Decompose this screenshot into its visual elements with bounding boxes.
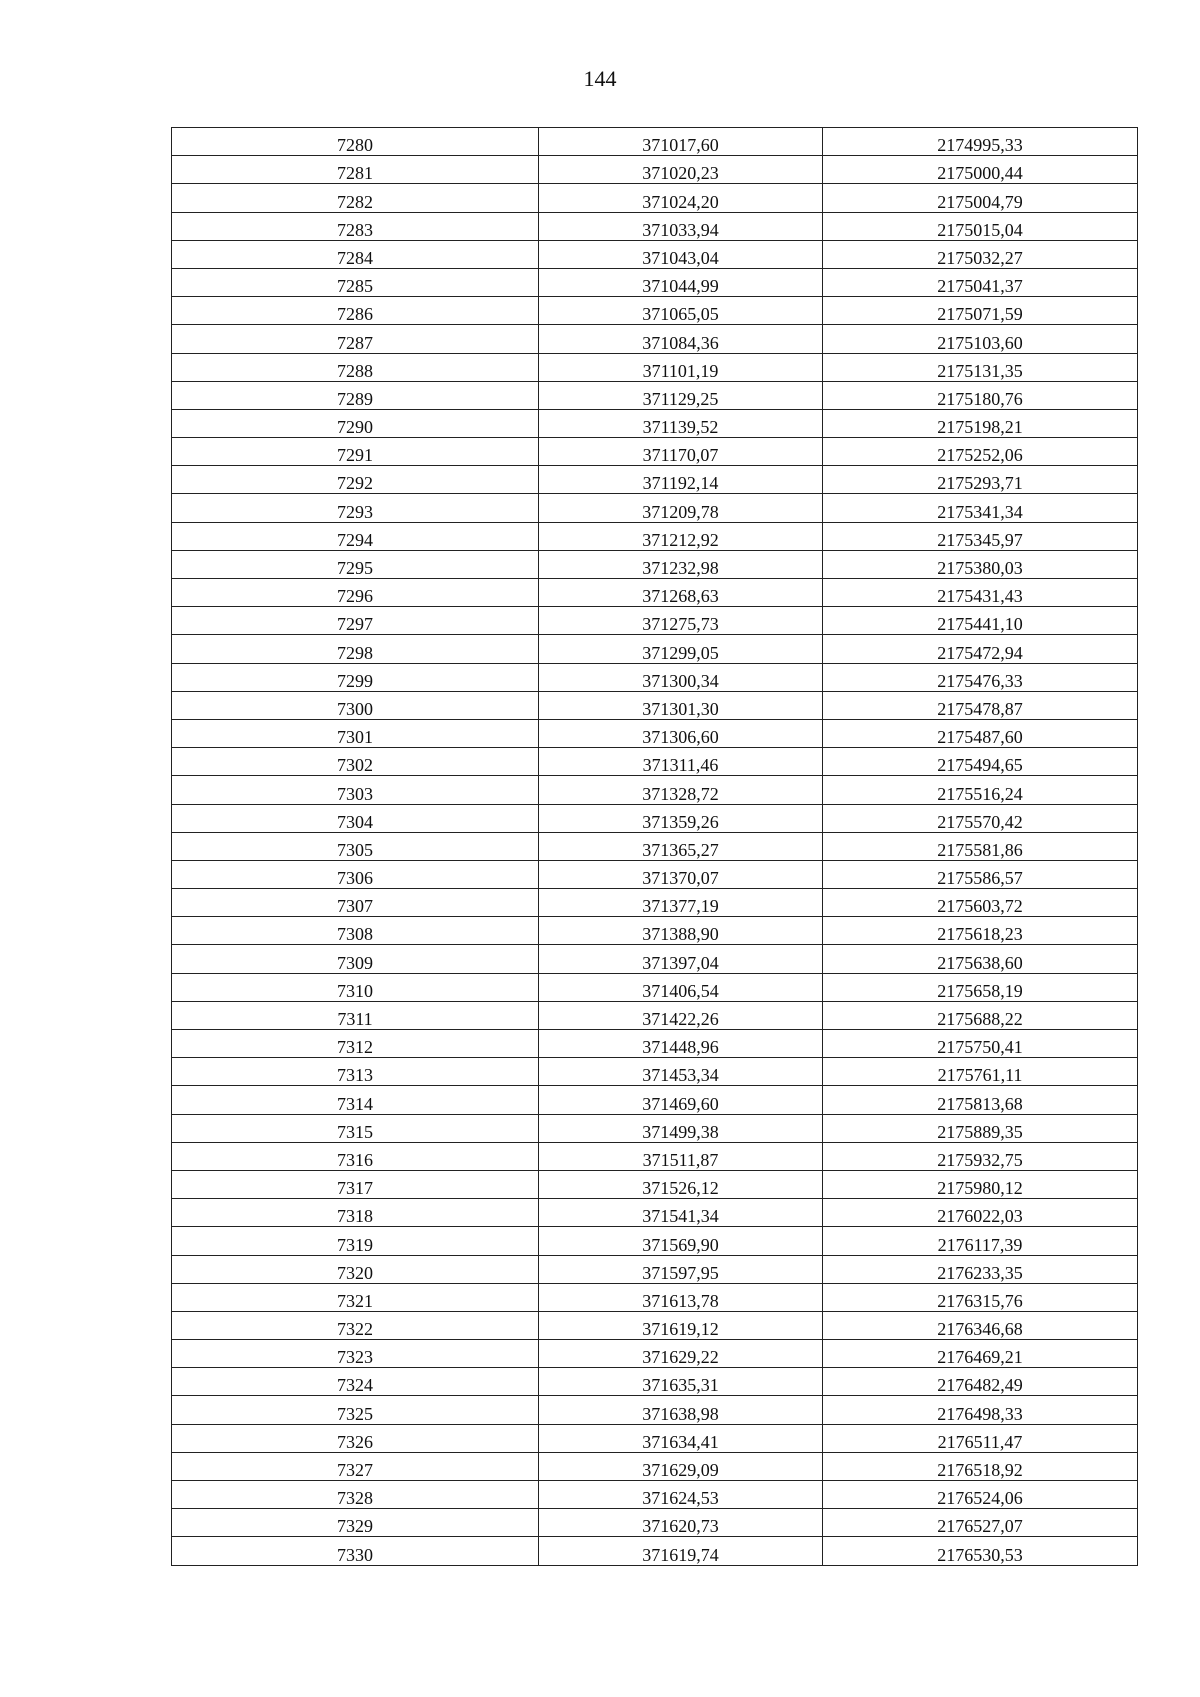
point-number-cell: 7300 <box>172 691 539 719</box>
x-coordinate-cell: 371469,60 <box>539 1086 823 1114</box>
table-row <box>172 635 1138 663</box>
point-number-cell: 7282 <box>172 184 539 212</box>
y-coordinate-cell: 2175198,21 <box>823 409 1138 437</box>
table-row <box>172 748 1138 776</box>
point-number-cell: 7311 <box>172 1001 539 1029</box>
point-number-cell: 7325 <box>172 1396 539 1424</box>
x-coordinate-cell: 371232,98 <box>539 550 823 578</box>
x-coordinate-cell: 371024,20 <box>539 184 823 212</box>
point-number-cell: 7293 <box>172 494 539 522</box>
coordinates-table <box>171 127 1138 1566</box>
y-coordinate-cell: 2175131,35 <box>823 353 1138 381</box>
page-number: 144 <box>583 66 617 91</box>
table-row <box>172 691 1138 719</box>
table-row <box>172 240 1138 268</box>
x-coordinate-cell: 371306,60 <box>539 719 823 747</box>
table-row <box>172 1537 1138 1565</box>
x-coordinate-cell: 371635,31 <box>539 1368 823 1396</box>
y-coordinate-cell: 2176511,47 <box>823 1424 1138 1452</box>
x-coordinate-cell: 371597,95 <box>539 1255 823 1283</box>
table-row <box>172 353 1138 381</box>
y-coordinate-cell: 2175032,27 <box>823 240 1138 268</box>
point-number-cell: 7297 <box>172 607 539 635</box>
point-number-cell: 7280 <box>172 128 539 156</box>
x-coordinate-cell: 371044,99 <box>539 268 823 296</box>
table-row <box>172 945 1138 973</box>
x-coordinate-cell: 371370,07 <box>539 860 823 888</box>
y-coordinate-cell: 2175581,86 <box>823 832 1138 860</box>
table-row <box>172 1114 1138 1142</box>
point-number-cell: 7296 <box>172 579 539 607</box>
point-number-cell: 7295 <box>172 550 539 578</box>
y-coordinate-cell: 2176482,49 <box>823 1368 1138 1396</box>
table-row <box>172 1142 1138 1170</box>
table-row <box>172 1340 1138 1368</box>
table-row <box>172 1509 1138 1537</box>
y-coordinate-cell: 2175618,23 <box>823 917 1138 945</box>
table-row <box>172 184 1138 212</box>
y-coordinate-cell: 2175472,94 <box>823 635 1138 663</box>
table-row <box>172 381 1138 409</box>
coordinates-table-body <box>172 128 1138 1566</box>
table-row <box>172 1058 1138 1086</box>
table-row <box>172 1311 1138 1339</box>
point-number-cell: 7303 <box>172 776 539 804</box>
y-coordinate-cell: 2175658,19 <box>823 973 1138 1001</box>
y-coordinate-cell: 2175494,65 <box>823 748 1138 776</box>
y-coordinate-cell: 2175638,60 <box>823 945 1138 973</box>
point-number-cell: 7289 <box>172 381 539 409</box>
point-number-cell: 7314 <box>172 1086 539 1114</box>
table-row <box>172 212 1138 240</box>
point-number-cell: 7309 <box>172 945 539 973</box>
point-number-cell: 7313 <box>172 1058 539 1086</box>
x-coordinate-cell: 371268,63 <box>539 579 823 607</box>
x-coordinate-cell: 371212,92 <box>539 522 823 550</box>
table-row <box>172 409 1138 437</box>
y-coordinate-cell: 2175570,42 <box>823 804 1138 832</box>
point-number-cell: 7312 <box>172 1030 539 1058</box>
table-row <box>172 268 1138 296</box>
point-number-cell: 7322 <box>172 1311 539 1339</box>
x-coordinate-cell: 371359,26 <box>539 804 823 832</box>
y-coordinate-cell: 2175813,68 <box>823 1086 1138 1114</box>
point-number-cell: 7327 <box>172 1452 539 1480</box>
point-number-cell: 7317 <box>172 1170 539 1198</box>
y-coordinate-cell: 2176498,33 <box>823 1396 1138 1424</box>
table-row <box>172 1001 1138 1029</box>
table-row <box>172 550 1138 578</box>
x-coordinate-cell: 371526,12 <box>539 1170 823 1198</box>
y-coordinate-cell: 2176469,21 <box>823 1340 1138 1368</box>
x-coordinate-cell: 371613,78 <box>539 1283 823 1311</box>
table-row <box>172 325 1138 353</box>
point-number-cell: 7285 <box>172 268 539 296</box>
table-row <box>172 804 1138 832</box>
table-row <box>172 1030 1138 1058</box>
table-row <box>172 1199 1138 1227</box>
table-row <box>172 297 1138 325</box>
point-number-cell: 7292 <box>172 466 539 494</box>
x-coordinate-cell: 371301,30 <box>539 691 823 719</box>
y-coordinate-cell: 2175103,60 <box>823 325 1138 353</box>
point-number-cell: 7330 <box>172 1537 539 1565</box>
table-row <box>172 1086 1138 1114</box>
x-coordinate-cell: 371170,07 <box>539 438 823 466</box>
x-coordinate-cell: 371311,46 <box>539 748 823 776</box>
table-row <box>172 889 1138 917</box>
point-number-cell: 7307 <box>172 889 539 917</box>
point-number-cell: 7304 <box>172 804 539 832</box>
x-coordinate-cell: 371129,25 <box>539 381 823 409</box>
point-number-cell: 7321 <box>172 1283 539 1311</box>
y-coordinate-cell: 2176022,03 <box>823 1199 1138 1227</box>
table-row <box>172 522 1138 550</box>
point-number-cell: 7326 <box>172 1424 539 1452</box>
point-number-cell: 7281 <box>172 156 539 184</box>
y-coordinate-cell: 2175980,12 <box>823 1170 1138 1198</box>
point-number-cell: 7329 <box>172 1509 539 1537</box>
point-number-cell: 7306 <box>172 860 539 888</box>
x-coordinate-cell: 371192,14 <box>539 466 823 494</box>
x-coordinate-cell: 371300,34 <box>539 663 823 691</box>
x-coordinate-cell: 371397,04 <box>539 945 823 973</box>
x-coordinate-cell: 371619,12 <box>539 1311 823 1339</box>
x-coordinate-cell: 371624,53 <box>539 1481 823 1509</box>
table-row <box>172 1170 1138 1198</box>
y-coordinate-cell: 2175293,71 <box>823 466 1138 494</box>
y-coordinate-cell: 2176233,35 <box>823 1255 1138 1283</box>
point-number-cell: 7299 <box>172 663 539 691</box>
y-coordinate-cell: 2175603,72 <box>823 889 1138 917</box>
y-coordinate-cell: 2176346,68 <box>823 1311 1138 1339</box>
x-coordinate-cell: 371365,27 <box>539 832 823 860</box>
x-coordinate-cell: 371569,90 <box>539 1227 823 1255</box>
table-row <box>172 1424 1138 1452</box>
y-coordinate-cell: 2176518,92 <box>823 1452 1138 1480</box>
table-row <box>172 156 1138 184</box>
point-number-cell: 7318 <box>172 1199 539 1227</box>
x-coordinate-cell: 371328,72 <box>539 776 823 804</box>
table-row <box>172 1396 1138 1424</box>
x-coordinate-cell: 371377,19 <box>539 889 823 917</box>
point-number-cell: 7316 <box>172 1142 539 1170</box>
point-number-cell: 7324 <box>172 1368 539 1396</box>
point-number-cell: 7286 <box>172 297 539 325</box>
point-number-cell: 7319 <box>172 1227 539 1255</box>
table-row <box>172 579 1138 607</box>
y-coordinate-cell: 2175041,37 <box>823 268 1138 296</box>
table-row <box>172 1283 1138 1311</box>
x-coordinate-cell: 371629,09 <box>539 1452 823 1480</box>
table-row <box>172 1227 1138 1255</box>
table-row <box>172 663 1138 691</box>
x-coordinate-cell: 371020,23 <box>539 156 823 184</box>
y-coordinate-cell: 2175750,41 <box>823 1030 1138 1058</box>
x-coordinate-cell: 371422,26 <box>539 1001 823 1029</box>
table-row <box>172 719 1138 747</box>
y-coordinate-cell: 2176527,07 <box>823 1509 1138 1537</box>
x-coordinate-cell: 371033,94 <box>539 212 823 240</box>
point-number-cell: 7288 <box>172 353 539 381</box>
y-coordinate-cell: 2175015,04 <box>823 212 1138 240</box>
table-row <box>172 128 1138 156</box>
point-number-cell: 7283 <box>172 212 539 240</box>
y-coordinate-cell: 2176524,06 <box>823 1481 1138 1509</box>
y-coordinate-cell: 2175071,59 <box>823 297 1138 325</box>
table-row <box>172 438 1138 466</box>
point-number-cell: 7302 <box>172 748 539 776</box>
y-coordinate-cell: 2175341,34 <box>823 494 1138 522</box>
y-coordinate-cell: 2175586,57 <box>823 860 1138 888</box>
y-coordinate-cell: 2175478,87 <box>823 691 1138 719</box>
point-number-cell: 7290 <box>172 409 539 437</box>
x-coordinate-cell: 371101,19 <box>539 353 823 381</box>
y-coordinate-cell: 2175487,60 <box>823 719 1138 747</box>
y-coordinate-cell: 2175180,76 <box>823 381 1138 409</box>
y-coordinate-cell: 2175252,06 <box>823 438 1138 466</box>
point-number-cell: 7305 <box>172 832 539 860</box>
point-number-cell: 7294 <box>172 522 539 550</box>
x-coordinate-cell: 371620,73 <box>539 1509 823 1537</box>
table-row <box>172 607 1138 635</box>
x-coordinate-cell: 371388,90 <box>539 917 823 945</box>
y-coordinate-cell: 2175516,24 <box>823 776 1138 804</box>
y-coordinate-cell: 2175000,44 <box>823 156 1138 184</box>
table-row <box>172 973 1138 1001</box>
x-coordinate-cell: 371499,38 <box>539 1114 823 1142</box>
table-row <box>172 494 1138 522</box>
table-row <box>172 1481 1138 1509</box>
x-coordinate-cell: 371453,34 <box>539 1058 823 1086</box>
point-number-cell: 7301 <box>172 719 539 747</box>
point-number-cell: 7315 <box>172 1114 539 1142</box>
x-coordinate-cell: 371541,34 <box>539 1199 823 1227</box>
table-row <box>172 917 1138 945</box>
point-number-cell: 7287 <box>172 325 539 353</box>
x-coordinate-cell: 371017,60 <box>539 128 823 156</box>
x-coordinate-cell: 371638,98 <box>539 1396 823 1424</box>
x-coordinate-cell: 371299,05 <box>539 635 823 663</box>
x-coordinate-cell: 371406,54 <box>539 973 823 1001</box>
y-coordinate-cell: 2175761,11 <box>823 1058 1138 1086</box>
y-coordinate-cell: 2175441,10 <box>823 607 1138 635</box>
point-number-cell: 7298 <box>172 635 539 663</box>
y-coordinate-cell: 2176315,76 <box>823 1283 1138 1311</box>
point-number-cell: 7328 <box>172 1481 539 1509</box>
x-coordinate-cell: 371065,05 <box>539 297 823 325</box>
x-coordinate-cell: 371629,22 <box>539 1340 823 1368</box>
table-row <box>172 1368 1138 1396</box>
x-coordinate-cell: 371448,96 <box>539 1030 823 1058</box>
x-coordinate-cell: 371043,04 <box>539 240 823 268</box>
point-number-cell: 7291 <box>172 438 539 466</box>
point-number-cell: 7308 <box>172 917 539 945</box>
y-coordinate-cell: 2175004,79 <box>823 184 1138 212</box>
x-coordinate-cell: 371511,87 <box>539 1142 823 1170</box>
x-coordinate-cell: 371084,36 <box>539 325 823 353</box>
point-number-cell: 7323 <box>172 1340 539 1368</box>
y-coordinate-cell: 2176530,53 <box>823 1537 1138 1565</box>
point-number-cell: 7284 <box>172 240 539 268</box>
table-row <box>172 1452 1138 1480</box>
y-coordinate-cell: 2175431,43 <box>823 579 1138 607</box>
y-coordinate-cell: 2175688,22 <box>823 1001 1138 1029</box>
x-coordinate-cell: 371139,52 <box>539 409 823 437</box>
point-number-cell: 7310 <box>172 973 539 1001</box>
y-coordinate-cell: 2175889,35 <box>823 1114 1138 1142</box>
x-coordinate-cell: 371275,73 <box>539 607 823 635</box>
table-row <box>172 832 1138 860</box>
y-coordinate-cell: 2176117,39 <box>823 1227 1138 1255</box>
x-coordinate-cell: 371619,74 <box>539 1537 823 1565</box>
y-coordinate-cell: 2175380,03 <box>823 550 1138 578</box>
x-coordinate-cell: 371634,41 <box>539 1424 823 1452</box>
table-row <box>172 860 1138 888</box>
table-row <box>172 466 1138 494</box>
table-row <box>172 776 1138 804</box>
point-number-cell: 7320 <box>172 1255 539 1283</box>
x-coordinate-cell: 371209,78 <box>539 494 823 522</box>
y-coordinate-cell: 2175476,33 <box>823 663 1138 691</box>
y-coordinate-cell: 2174995,33 <box>823 128 1138 156</box>
table-row <box>172 1255 1138 1283</box>
y-coordinate-cell: 2175932,75 <box>823 1142 1138 1170</box>
y-coordinate-cell: 2175345,97 <box>823 522 1138 550</box>
